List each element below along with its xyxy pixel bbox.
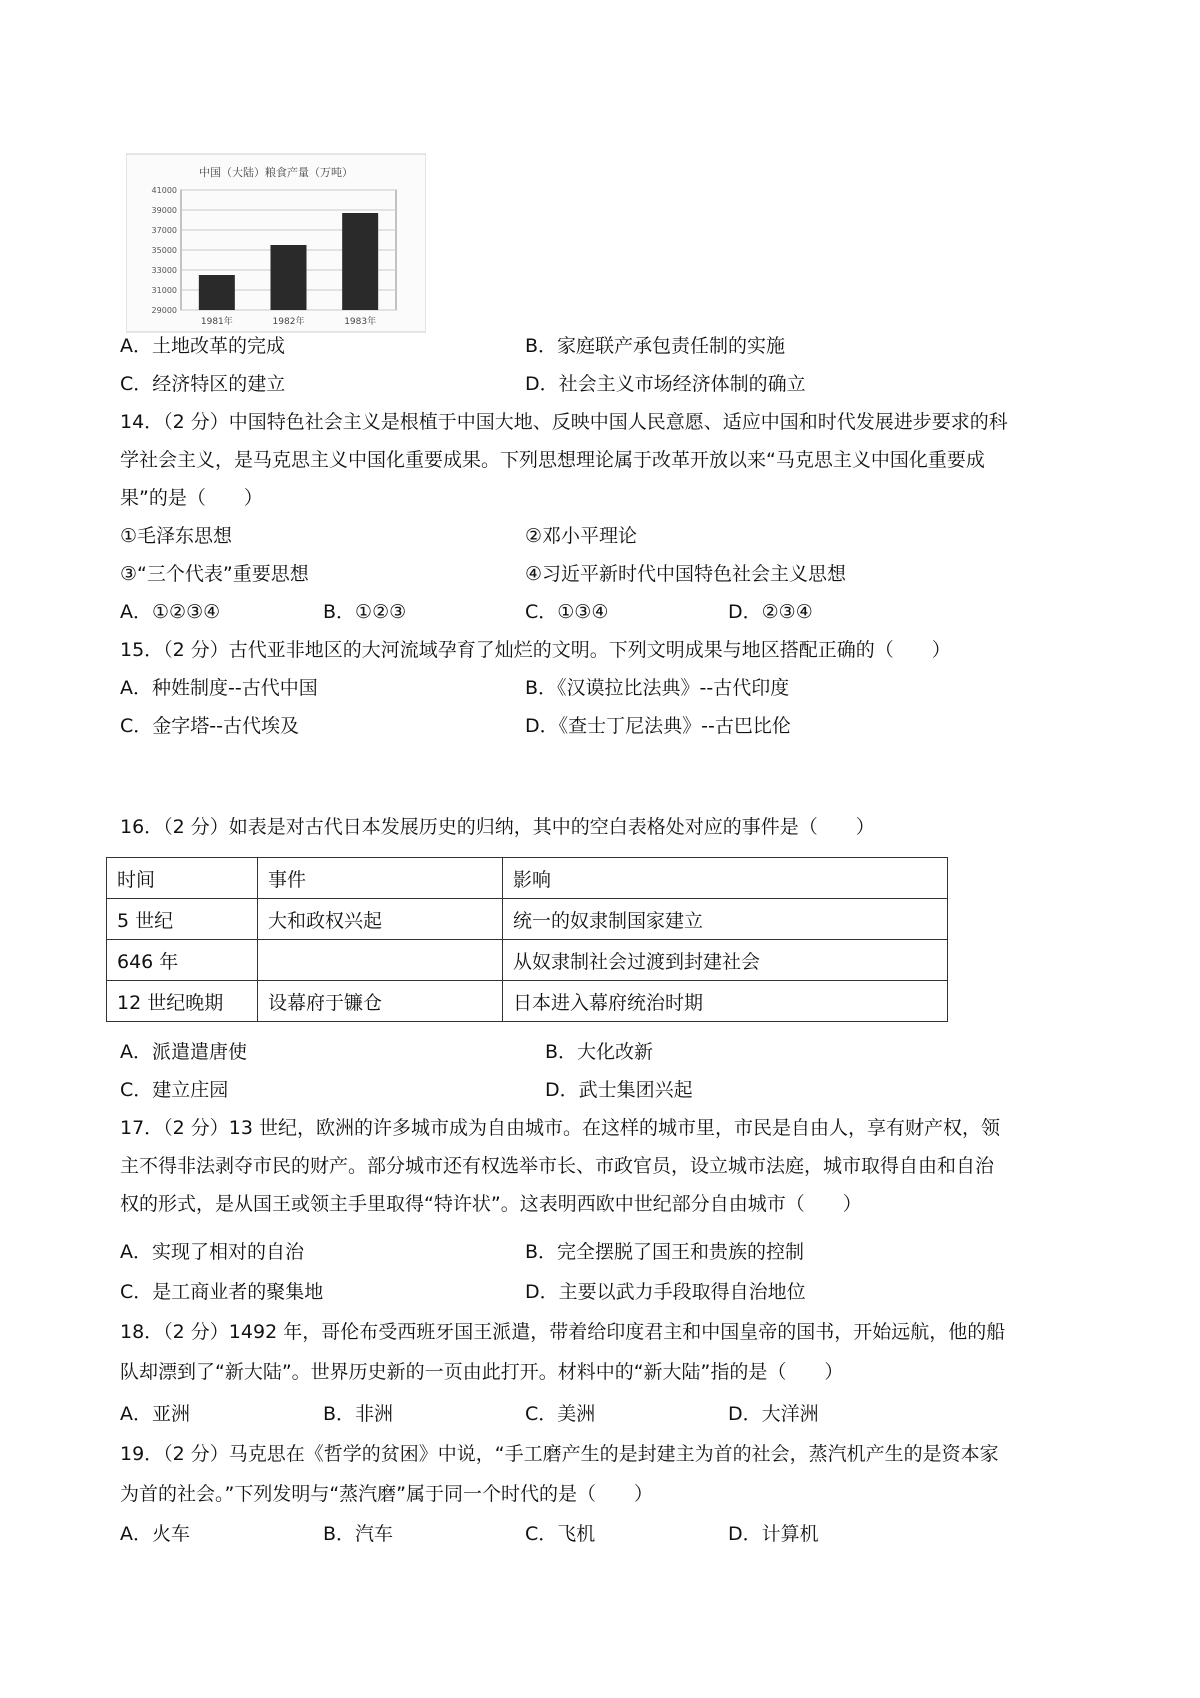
q14-option-b[interactable]: B．①②③	[323, 601, 407, 623]
q13-option-b[interactable]: B．家庭联产承包责任制的实施	[525, 335, 786, 357]
q18-option-b[interactable]: B．非洲	[323, 1403, 394, 1425]
q16-option-b[interactable]: B．大化改新	[545, 1041, 654, 1063]
q18-option-d[interactable]: D．大洋洲	[728, 1403, 819, 1425]
chart-bar	[199, 275, 235, 310]
q16-option-a[interactable]: A．派遣遣唐使	[120, 1041, 247, 1063]
q18-stem-line-2: 队却漂到了“新大陆”。世界历史新的一页由此打开。材料中的“新大陆”指的是（ ）	[120, 1361, 844, 1383]
q15-option-c[interactable]: C．金字塔--古代埃及	[120, 715, 299, 737]
q15-stem: 15．（2 分）古代亚非地区的大河流域孕育了灿烂的文明。下列文明成果与地区搭配正确的（ ）	[120, 639, 951, 661]
y-tick-label: 41000	[151, 186, 177, 195]
table-header-cell: 影响	[503, 858, 948, 899]
table-row	[107, 899, 948, 940]
table-cell: 646 年	[107, 940, 258, 981]
table-header-cell: 时间	[107, 858, 258, 899]
q18-stem-line-1: 18．（2 分）1492 年，哥伦布受西班牙国王派遣，带着给印度君主和中国皇帝的国书，开始远航，他的船	[120, 1321, 1006, 1343]
q14-stem-line-3: 果”的是（ ）	[120, 487, 263, 509]
y-tick-label: 31000	[151, 286, 177, 295]
y-tick-label: 29000	[151, 306, 177, 315]
q14-option-c[interactable]: C．①③④	[525, 601, 609, 623]
q14-item-3: ③“三个代表”重要思想	[120, 563, 309, 585]
q18-option-a[interactable]: A．亚洲	[120, 1403, 190, 1425]
y-tick-label: 35000	[151, 246, 177, 255]
x-tick-label: 1983年	[344, 317, 377, 327]
x-tick-label: 1981年	[200, 317, 233, 327]
q17-option-c[interactable]: C．是工商业者的聚集地	[120, 1281, 324, 1303]
japan-history-table	[106, 857, 948, 1022]
q17-stem-line-2: 主不得非法剥夺市民的财产。部分城市还有权选举市长、市政官员，设立城市法庭，城市取得自由和自治	[120, 1155, 995, 1177]
q17-option-b[interactable]: B．完全摆脱了国王和贵族的控制	[525, 1241, 805, 1263]
y-tick-label: 39000	[151, 206, 177, 215]
table-cell: 5 世纪	[107, 899, 258, 940]
q19-option-d[interactable]: D．计算机	[728, 1523, 819, 1545]
x-tick-label: 1982年	[272, 317, 305, 327]
table-row	[107, 981, 948, 1022]
q16-option-d[interactable]: D．武士集团兴起	[545, 1079, 693, 1101]
table-row	[107, 940, 948, 981]
q15-option-d[interactable]: D．《查士丁尼法典》--古巴比伦	[525, 715, 791, 737]
q14-item-4: ④习近平新时代中国特色社会主义思想	[525, 563, 847, 585]
q17-stem-line-1: 17．（2 分）13 世纪，欧洲的许多城市成为自由城市。在这样的城市里，市民是自由人，享有财产权，领	[120, 1117, 1001, 1139]
q13-option-a[interactable]: A．土地改革的完成	[120, 335, 285, 357]
q19-stem-line-1: 19．（2 分）马克思在《哲学的贫困》中说，“手工磨产生的是封建主为首的社会，蒸汽机产生的是资本家	[120, 1443, 999, 1465]
table-cell: 设幕府于镰仓	[258, 981, 503, 1022]
q19-option-b[interactable]: B．汽车	[323, 1523, 394, 1545]
q18-option-c[interactable]: C．美洲	[525, 1403, 596, 1425]
chart-title: 中国（大陆）粮食产量（万吨）	[199, 166, 353, 179]
table-cell: 从奴隶制社会过渡到封建社会	[503, 940, 948, 981]
q19-option-a[interactable]: A．火车	[120, 1523, 190, 1545]
q13-option-c[interactable]: C．经济特区的建立	[120, 373, 286, 395]
q17-stem-line-3: 权的形式，是从国王或领主手里取得“特许状”。这表明西欧中世纪部分自由城市（ ）	[120, 1193, 862, 1215]
table-header-cell: 事件	[258, 858, 503, 899]
q17-option-a[interactable]: A．实现了相对的自治	[120, 1241, 304, 1263]
q16-stem: 16．（2 分）如表是对古代日本发展历史的归纳，其中的空白表格处对应的事件是（ ）	[120, 816, 875, 838]
table-cell: 12 世纪晚期	[107, 981, 258, 1022]
q13-option-d[interactable]: D．社会主义市场经济体制的确立	[525, 373, 806, 395]
q14-stem-line-1: 14．（2 分）中国特色社会主义是根植于中国大地、反映中国人民意愿、适应中国和时代发展进步要求的科	[120, 411, 1008, 433]
grain-output-bar-chart	[126, 150, 426, 334]
q14-option-d[interactable]: D．②③④	[728, 601, 813, 623]
y-tick-label: 37000	[151, 226, 177, 235]
table-cell: 统一的奴隶制国家建立	[503, 899, 948, 940]
q19-stem-line-2: 为首的社会。”下列发明与“蒸汽磨”属于同一个时代的是（ ）	[120, 1483, 654, 1505]
q19-option-c[interactable]: C．飞机	[525, 1523, 596, 1545]
table-header-row	[107, 858, 948, 899]
q15-option-a[interactable]: A．种姓制度--古代中国	[120, 677, 318, 699]
q14-stem-line-2: 学社会主义，是马克思主义中国化重要成果。下列思想理论属于改革开放以来“马克思主义中国化重要成	[120, 449, 985, 471]
y-tick-label: 33000	[151, 266, 177, 275]
q16-option-c[interactable]: C．建立庄园	[120, 1079, 229, 1101]
q14-item-2: ②邓小平理论	[525, 525, 638, 547]
q14-option-a[interactable]: A．①②③④	[120, 601, 221, 623]
q17-option-d[interactable]: D．主要以武力手段取得自治地位	[525, 1281, 806, 1303]
q15-option-b[interactable]: B．《汉谟拉比法典》--古代印度	[525, 677, 790, 699]
q14-item-1: ①毛泽东思想	[120, 525, 233, 547]
table-cell-blank	[258, 940, 503, 981]
table-cell: 日本进入幕府统治时期	[503, 981, 948, 1022]
table-cell: 大和政权兴起	[258, 899, 503, 940]
chart-bar	[342, 213, 378, 310]
chart-bar	[271, 245, 307, 310]
